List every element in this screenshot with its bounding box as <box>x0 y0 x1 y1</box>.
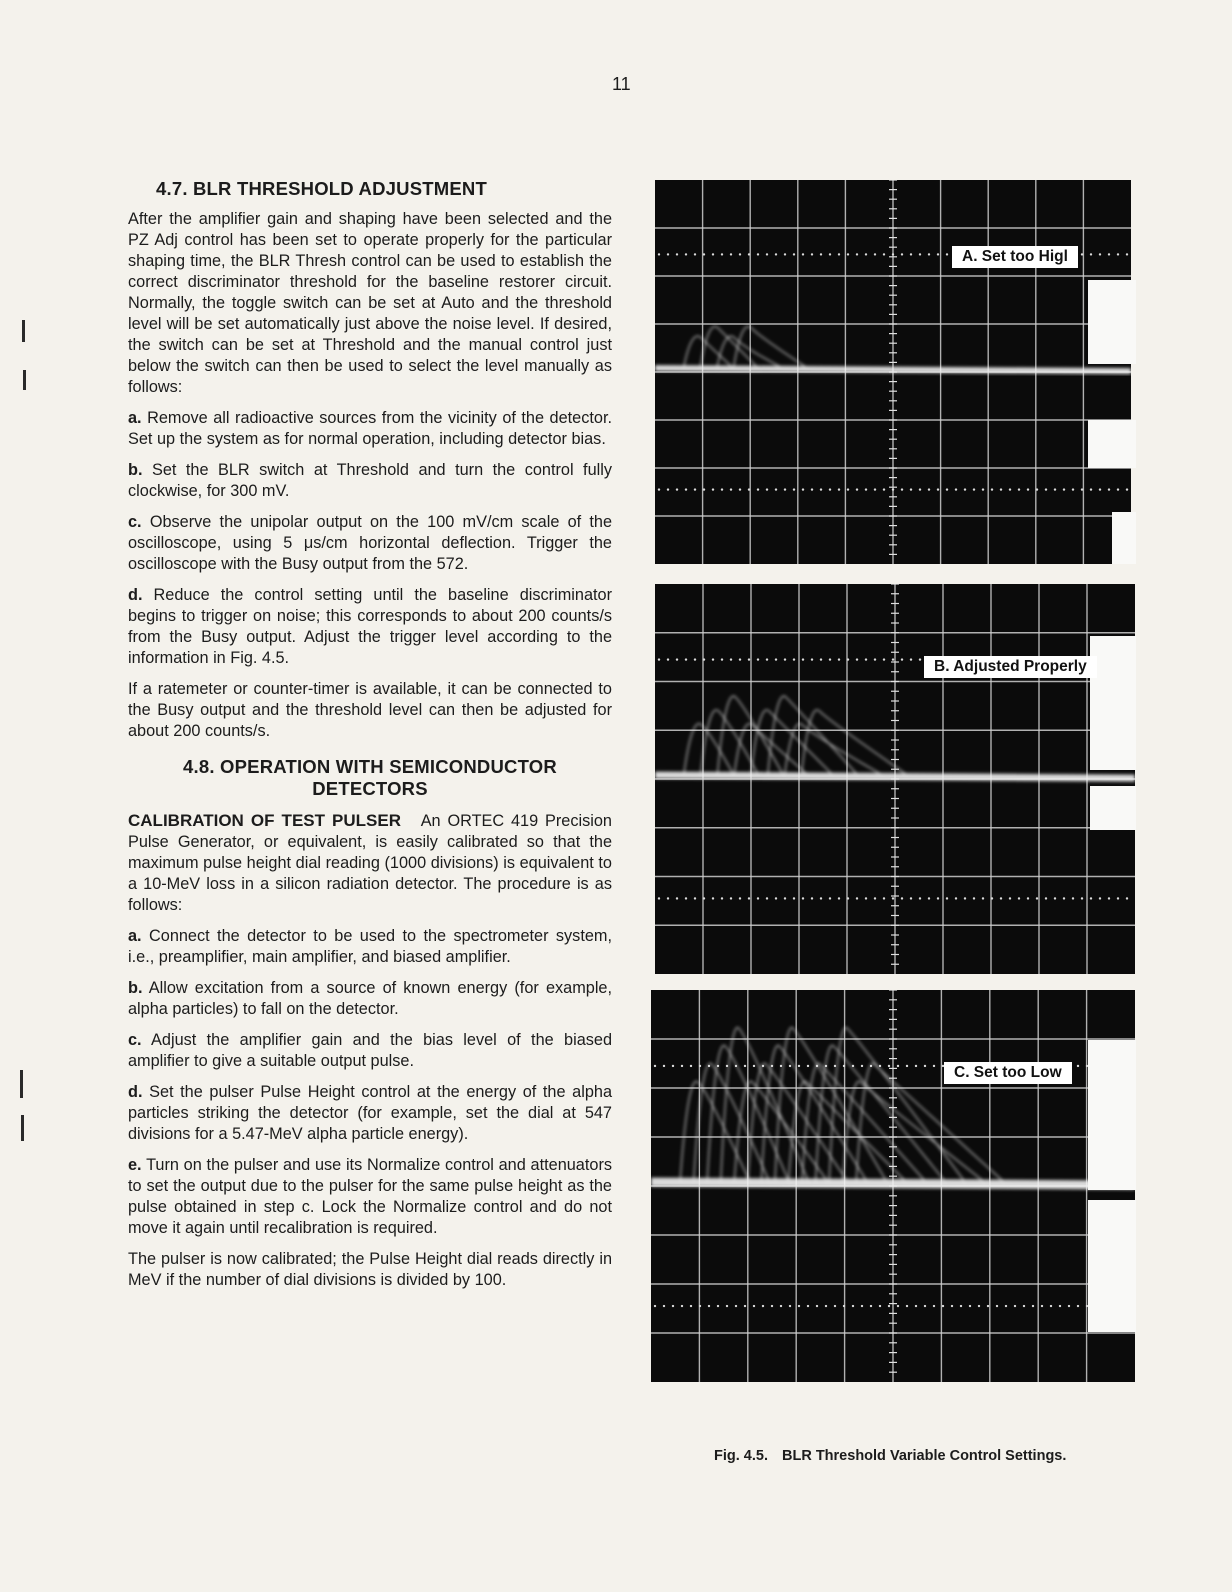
step-text: Observe the unipolar output on the 100 mV/cm scale of the oscilloscope, using 5 μs/cm horizontal deflection. Trigger the oscilloscope with the Busy output from the 572. <box>128 513 613 573</box>
baseline-trace <box>655 775 1135 778</box>
pulse-trace <box>801 710 907 775</box>
baseline-trace <box>651 1182 1135 1185</box>
step-item <box>128 512 612 575</box>
figure-caption <box>714 1448 1134 1464</box>
step-item <box>128 585 612 669</box>
oscilloscope-photo-a <box>655 180 1131 564</box>
photo-mask <box>1090 636 1136 770</box>
step-text: Reduce the control setting until the baseline discriminator begins to trigger on noise; this corresponds to about 200 counts/s from the Busy output. Adjust the trigger level according to the information in Fig. 4.5. <box>128 586 613 667</box>
step-letter: b. <box>128 461 143 479</box>
pulse-trace <box>717 336 783 368</box>
paragraph: After the amplifier gain and shaping have been selected and the PZ Adj control has been set to operate properly for the particular shaping time, the BLR Thresh control can be used to establish the correct discriminator threshold for the baseline restorer circuit. Normally, the toggle switch can be set at Auto and the threshold level will be set automatically just above the noise level. If desired, the switch can be set at Threshold and the manual control just below the switch can then be used to select the level manually as follows: <box>128 210 612 396</box>
photo-mask <box>1088 280 1136 364</box>
margin-mark <box>22 320 25 342</box>
panel-label-a: A. Set too Higl <box>952 246 1078 268</box>
paragraph: If a ratemeter or counter-timer is available, it can be connected to the Busy output and the threshold level can then be adjusted for about 200 counts/s. <box>128 680 612 740</box>
page-number: 11 <box>612 74 631 94</box>
margin-mark <box>20 1070 23 1098</box>
photo-mask <box>1088 1200 1136 1332</box>
section-heading-4-7: 4.7. BLR THRESHOLD ADJUSTMENT <box>156 178 487 199</box>
panel-label-b: B. Adjusted Properly <box>924 656 1097 678</box>
pulse-trace <box>829 1028 965 1183</box>
step-item <box>128 460 612 502</box>
figure-number: Fig. 4.5. <box>714 1448 768 1464</box>
pulse-trace <box>816 1045 946 1182</box>
text-column <box>128 178 612 1301</box>
paragraph <box>128 810 612 916</box>
step-text: Set the BLR switch at Threshold and turn the control fully clockwise, for 300 mV. <box>128 461 612 500</box>
scope-trace <box>655 584 1135 974</box>
photo-mask <box>1088 1040 1136 1190</box>
step-item <box>128 1030 612 1072</box>
step-item <box>128 926 612 968</box>
step-letter: d. <box>128 1083 143 1101</box>
baseline-trace <box>655 368 1131 371</box>
step-text: Remove all radioactive sources from the vicinity of the detector. Set up the system as for normal operation, including detector bias. <box>128 409 612 448</box>
heading-line: DETECTORS <box>312 778 428 799</box>
step-letter: c. <box>128 513 142 531</box>
pulse-trace <box>701 710 759 775</box>
step-letter: b. <box>128 979 143 997</box>
photo-mask <box>1088 420 1136 468</box>
section-heading-4-8 <box>128 756 612 800</box>
pulse-trace <box>684 336 734 368</box>
step-letter: a. <box>128 409 142 427</box>
photo-mask <box>1112 512 1136 564</box>
step-text: Allow excitation from a source of known energy (for example, alpha particles) to fall on the detector. <box>128 979 613 1018</box>
margin-mark <box>21 1115 24 1141</box>
pulse-trace <box>768 696 858 775</box>
step-item <box>128 978 612 1020</box>
step-item <box>128 1155 612 1239</box>
heading-line: 4.8. OPERATION WITH SEMICONDUCTOR <box>183 756 557 777</box>
paragraph-text: An ORTEC 419 Precision Pulse Generator, or equivalent, is easily calibrated so that the maximum pulse height dial reading (1000 divisions) is equivalent to a 10-MeV loss in a silicon radiation detector. The procedure is as follows: <box>128 812 612 914</box>
pulse-trace <box>751 710 833 775</box>
step-text: Set the pulser Pulse Height control at the energy of the alpha particles striking the detector (for example, set the dial at 547 divisions for a 5.47-MeV alpha particle energy). <box>128 1083 612 1143</box>
step-item <box>128 408 612 450</box>
scope-trace <box>655 180 1131 564</box>
step-text: Connect the detector to be used to the spectrometer system, i.e., preamplifier, main amplifier, and biased amplifier. <box>128 927 612 966</box>
oscilloscope-photo-b <box>655 584 1135 974</box>
pulse-trace <box>680 1081 750 1182</box>
oscilloscope-photo-c <box>651 990 1135 1382</box>
run-in-heading: CALIBRATION OF TEST PULSER <box>128 811 402 830</box>
pulse-trace <box>700 326 758 368</box>
pulse-trace <box>684 724 734 775</box>
step-letter: e. <box>128 1156 142 1174</box>
pulse-trace <box>734 724 808 775</box>
step-letter: d. <box>128 586 143 604</box>
step-text: Adjust the amplifier gain and the bias level of the biased amplifier to give a suitable output pulse. <box>128 1031 613 1070</box>
step-item <box>128 1082 612 1145</box>
step-letter: a. <box>128 927 142 945</box>
photo-mask <box>1090 786 1136 830</box>
figure-caption-text: BLR Threshold Variable Control Settings. <box>782 1448 1067 1464</box>
scope-trace <box>651 990 1135 1382</box>
step-text: Turn on the pulser and use its Normalize control and attenuators to set the output due to the pulser for the same pulse height as the pulse obtained in step c. Lock the Normalize control and do not move it again until recalibration is required. <box>128 1156 613 1237</box>
panel-label-c: C. Set too Low <box>944 1062 1072 1084</box>
step-letter: c. <box>128 1031 142 1049</box>
paragraph: The pulser is now calibrated; the Pulse Height dial reads directly in MeV if the number of dial divisions is divided by 100. <box>128 1250 612 1289</box>
margin-mark <box>23 370 26 390</box>
